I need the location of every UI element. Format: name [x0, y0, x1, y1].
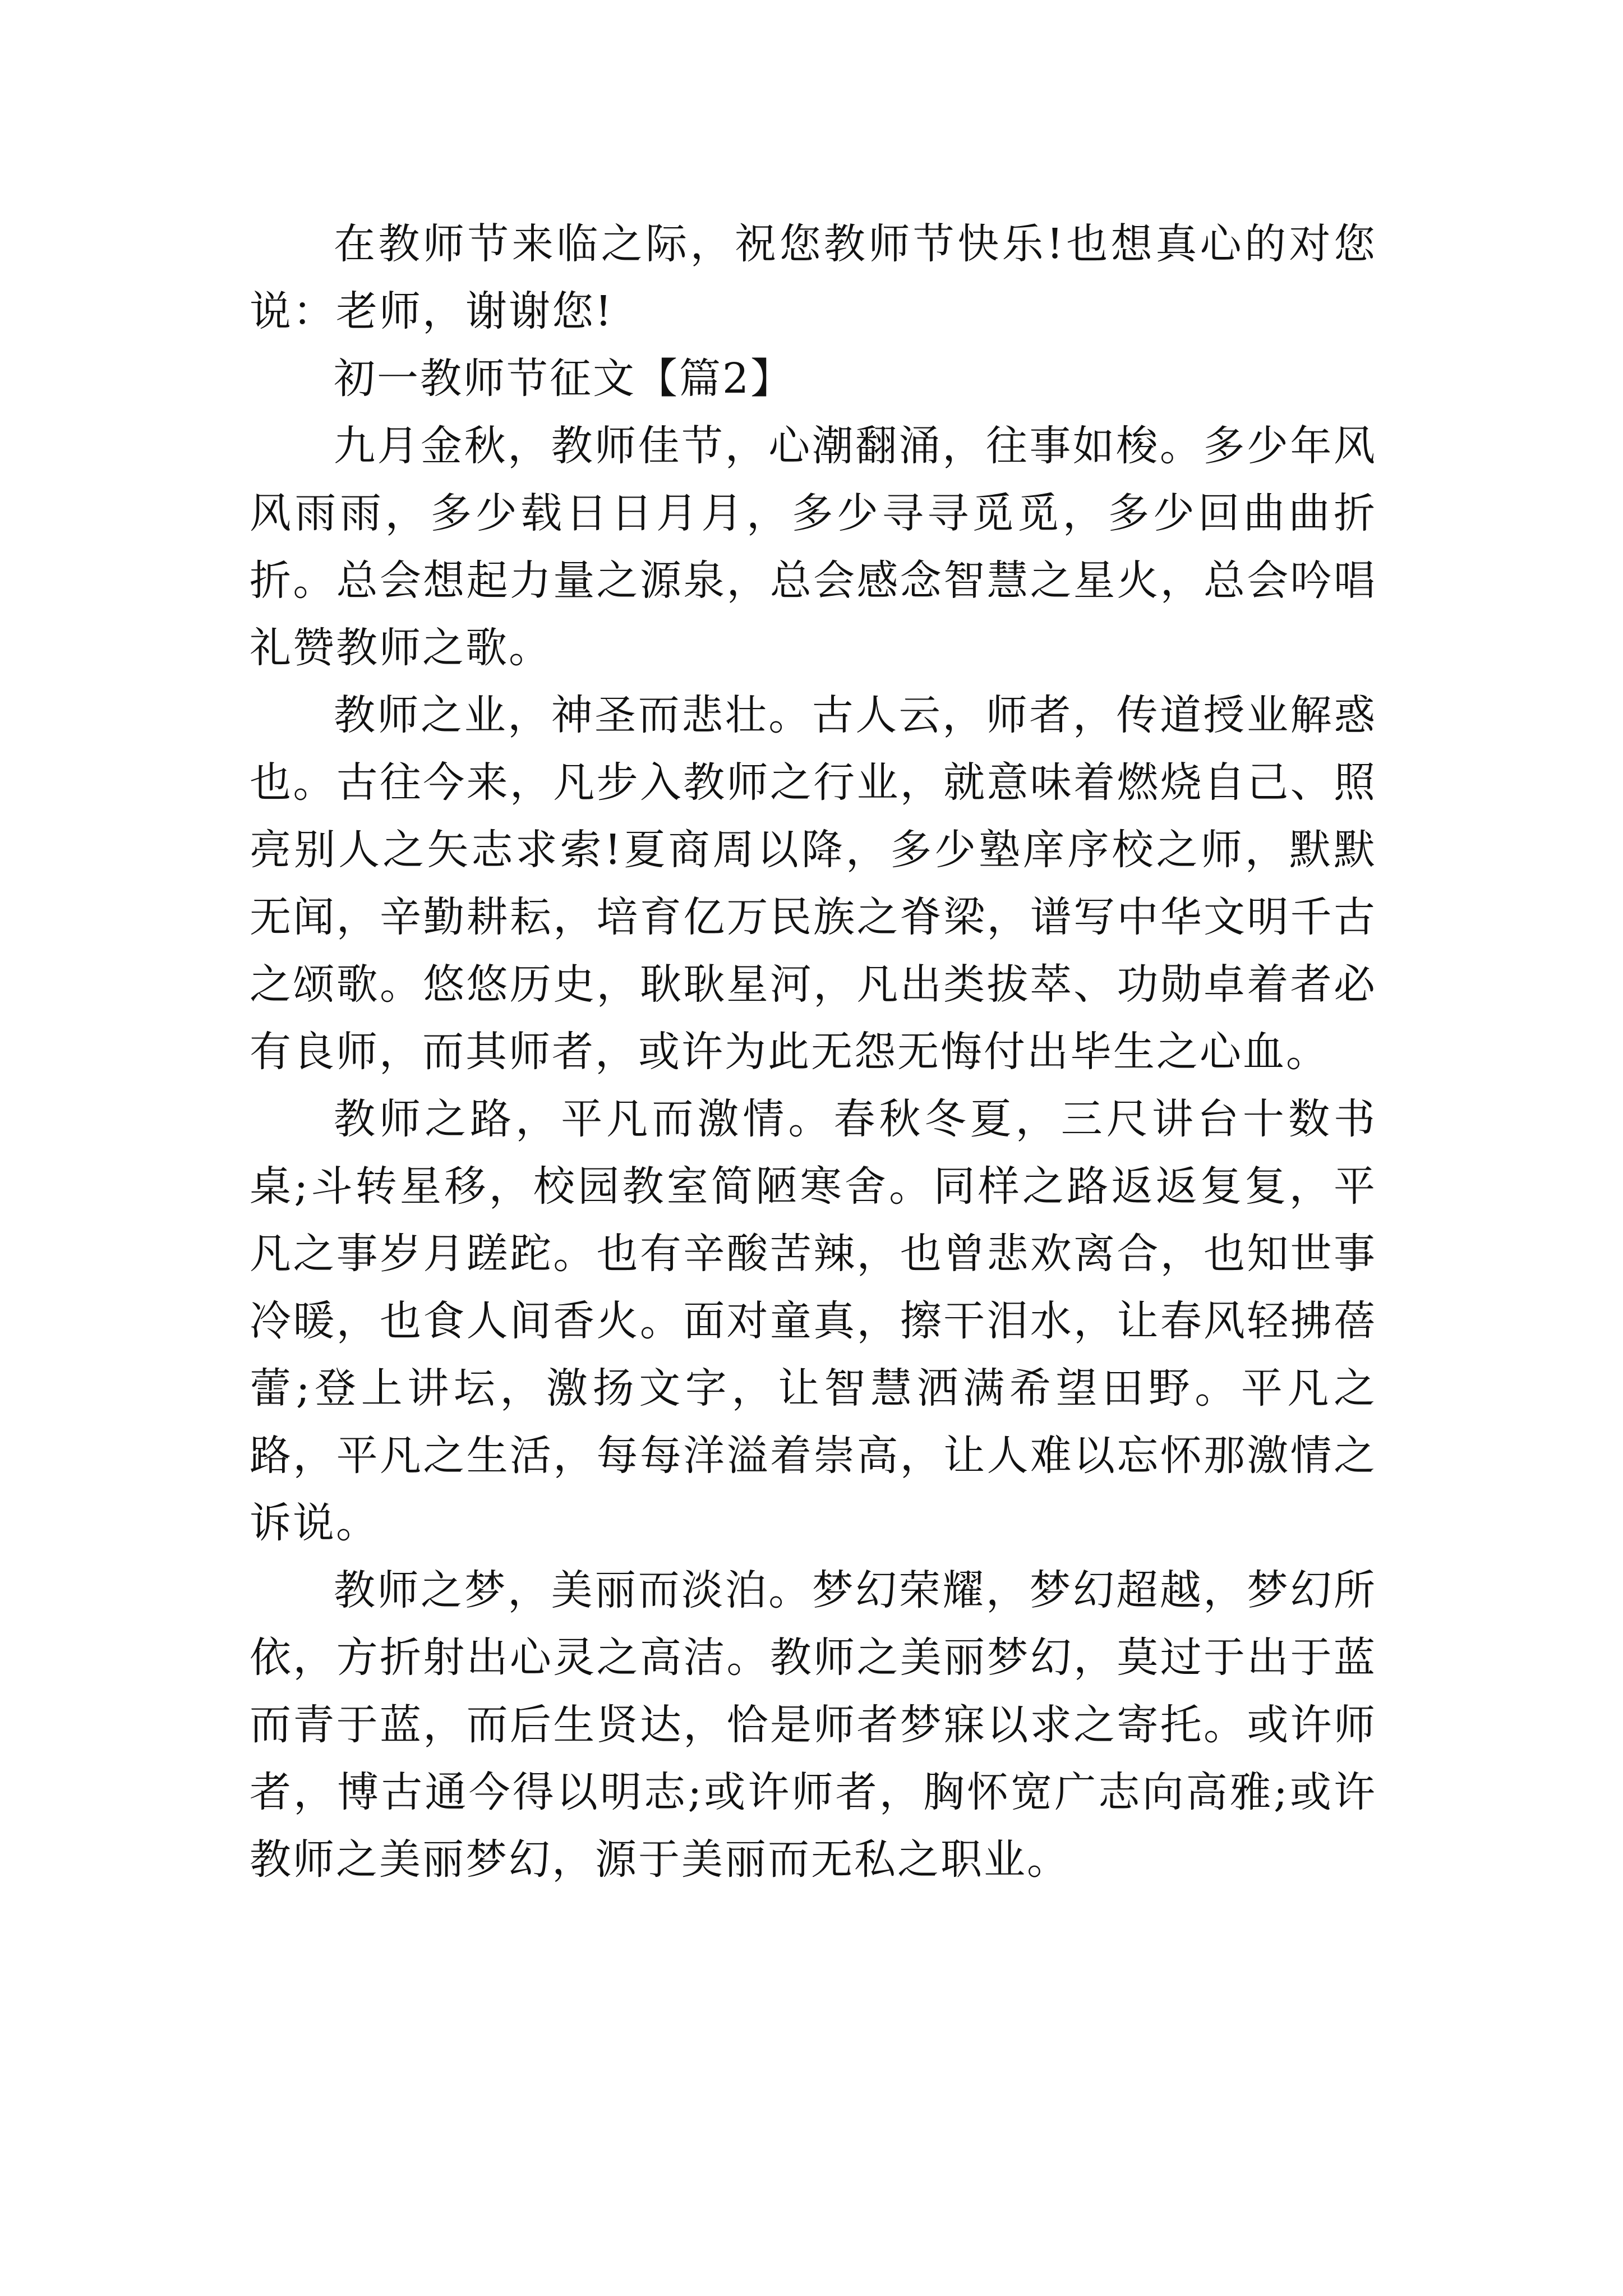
section-heading: 初一教师节征文【篇2】 — [334, 355, 794, 403]
paragraph-teacher-career: 教师之业，神圣而悲壮。古人云，师者，传道授业解惑也。古往今来，凡步入教师之行业，就意味着燃烧自己、照亮别人之矢志求索!夏商周以降，多少塾庠序校之师，默默无闻，辛勤耕耘，培育亿万民族之脊梁，谱写中华文明千古之颂歌。悠悠历史，耿耿星河，凡出类拔萃、功勋卓着者必有良师，而其师者，或许为此无怨无悔付出毕生之心血。 — [250, 691, 1377, 1076]
document-body — [250, 210, 1377, 1893]
paragraph-teacher-path: 教师之路，平凡而激情。春秋冬夏，三尺讲台十数书桌;斗转星移，校园教室简陋寒舍。同样之路返返复复，平凡之事岁月蹉跎。也有辛酸苦辣，也曾悲欢离合，也知世事冷暖，也食人间香火。面对童真，擦干泪水，让春风轻拂蓓蕾;登上讲坛，激扬文字，让智慧洒满希望田野。平凡之路，平凡之生活，每每洋溢着崇高，让人难以忘怀那激情之诉说。 — [250, 1095, 1377, 1547]
paragraph-teacher-dream: 教师之梦，美丽而淡泊。梦幻荣耀，梦幻超越，梦幻所依，方折射出心灵之高洁。教师之美丽梦幻，莫过于出于蓝而青于蓝，而后生贤达，恰是师者梦寐以求之寄托。或许师者，博古通今得以明志;或许师者，胸怀宽广志向高雅;或许教师之美丽梦幻，源于美丽而无私之职业。 — [250, 1566, 1377, 1884]
paragraph-intro: 九月金秋，教师佳节，心潮翻涌，往事如梭。多少年风风雨雨，多少载日日月月，多少寻寻觅觅，多少回曲曲折折。总会想起力量之源泉，总会感念智慧之星火，总会吟唱礼赞教师之歌。 — [250, 422, 1377, 672]
paragraph-closing-wish: 在教师节来临之际，祝您教师节快乐!也想真心的对您说：老师，谢谢您! — [250, 220, 1377, 335]
